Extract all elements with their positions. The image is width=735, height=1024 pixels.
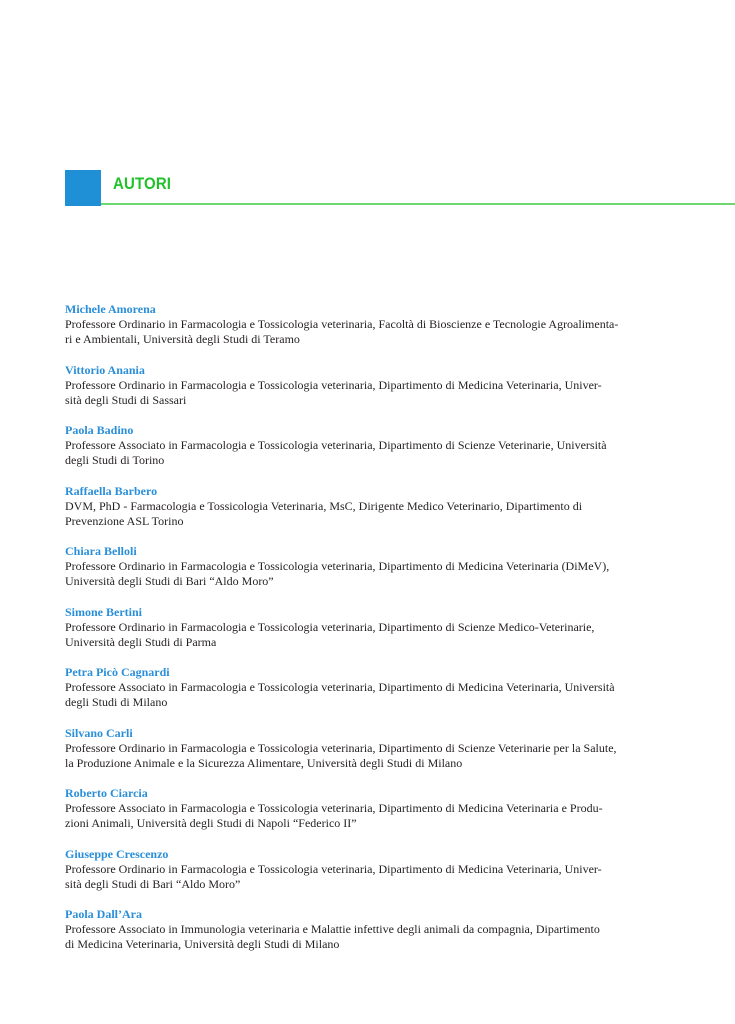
author-affiliation (65, 862, 659, 892)
header-rule (101, 203, 735, 205)
page-title: AUTORI (113, 174, 172, 193)
header-color-block (65, 170, 101, 206)
author-affiliation (65, 801, 659, 831)
affiliation-line: Università degli Studi di Parma (65, 634, 217, 649)
affiliation-line: di Medicina Veterinaria, Università degli Studi di Milano (65, 937, 340, 951)
author-affiliation (65, 922, 659, 952)
author-name: Silvano Carli (65, 725, 133, 740)
author-list (65, 302, 659, 968)
author-affiliation (65, 559, 659, 589)
affiliation-line: Professore Associato in Farmacologia e Tossicologia veterinaria, Dipartimento di Scienze Veterinarie, Università (65, 438, 607, 452)
author-name: Paola Dall’Ara (65, 907, 142, 921)
affiliation-line: Professore Ordinario in Farmacologia e Tossicologia veterinaria, Dipartimento di Scienze Veterinarie per la Salute, (65, 740, 617, 755)
affiliation-line: Università degli Studi di Bari “Aldo Moro” (65, 574, 274, 588)
affiliation-line: Professore Associato in Farmacologia e Tossicologia veterinaria, Dipartimento di Medicina Veterinaria, Università (65, 680, 615, 694)
author-entry (65, 484, 659, 545)
author-entry (65, 423, 659, 484)
author-name: Vittorio Anania (65, 362, 145, 377)
affiliation-line: ri e Ambientali, Università degli Studi di Teramo (65, 332, 300, 346)
author-name: Roberto Ciarcia (65, 786, 148, 800)
author-name: Petra Picò Cagnardi (65, 665, 170, 679)
affiliation-line: Professore Associato in Farmacologia e Tossicologia veterinaria, Dipartimento di Medicina Veterinaria e Produ- (65, 801, 603, 815)
affiliation-line: sità degli Studi di Sassari (65, 392, 187, 407)
author-affiliation (65, 499, 659, 529)
affiliation-line: Professore Associato in Immunologia veterinaria e Malattie infettive degli animali da compagnia, Dipartimento (65, 922, 600, 936)
author-entry (65, 786, 659, 847)
affiliation-line: Professore Ordinario in Farmacologia e Tossicologia veterinaria, Facoltà di Bioscienze e Tecnologie Agroalimenta- (65, 317, 619, 331)
section-header (65, 170, 735, 206)
author-affiliation (65, 741, 659, 771)
author-name: Chiara Belloli (65, 544, 137, 558)
author-name: Simone Bertini (65, 604, 142, 619)
author-name: Giuseppe Crescenzo (65, 846, 169, 861)
author-entry (65, 363, 659, 424)
author-entry (65, 665, 659, 726)
author-affiliation (65, 680, 659, 710)
affiliation-line: degli Studi di Milano (65, 695, 168, 709)
author-entry (65, 726, 659, 787)
author-name: Michele Amorena (65, 302, 156, 316)
affiliation-line: DVM, PhD - Farmacologia e Tossicologia Veterinaria, MsC, Dirigente Medico Veterinario, Dipartimento di (65, 498, 583, 513)
affiliation-line: degli Studi di Torino (65, 453, 165, 467)
author-affiliation (65, 378, 659, 408)
author-affiliation (65, 438, 659, 468)
author-affiliation (65, 317, 659, 347)
affiliation-line: Prevenzione ASL Torino (65, 513, 184, 528)
author-entry (65, 847, 659, 908)
affiliation-line: la Produzione Animale e la Sicurezza Alimentare, Università degli Studi di Milano (65, 755, 463, 770)
author-entry (65, 544, 659, 605)
affiliation-line: Professore Ordinario in Farmacologia e Tossicologia veterinaria, Dipartimento di Medicina Veterinaria, Univer- (65, 377, 602, 392)
author-name: Raffaella Barbero (65, 483, 158, 498)
affiliation-line: Professore Ordinario in Farmacologia e Tossicologia veterinaria, Dipartimento di Scienze Medico-Veterinarie, (65, 619, 595, 634)
author-entry (65, 302, 659, 363)
affiliation-line: zioni Animali, Università degli Studi di Napoli “Federico II” (65, 816, 357, 830)
affiliation-line: Professore Ordinario in Farmacologia e Tossicologia veterinaria, Dipartimento di Medicina Veterinaria (DiMeV), (65, 559, 610, 573)
author-affiliation (65, 620, 659, 650)
author-entry (65, 605, 659, 666)
author-entry (65, 907, 659, 968)
author-name: Paola Badino (65, 423, 134, 437)
affiliation-line: sità degli Studi di Bari “Aldo Moro” (65, 876, 241, 891)
affiliation-line: Professore Ordinario in Farmacologia e Tossicologia veterinaria, Dipartimento di Medicina Veterinaria, Univer- (65, 861, 602, 876)
